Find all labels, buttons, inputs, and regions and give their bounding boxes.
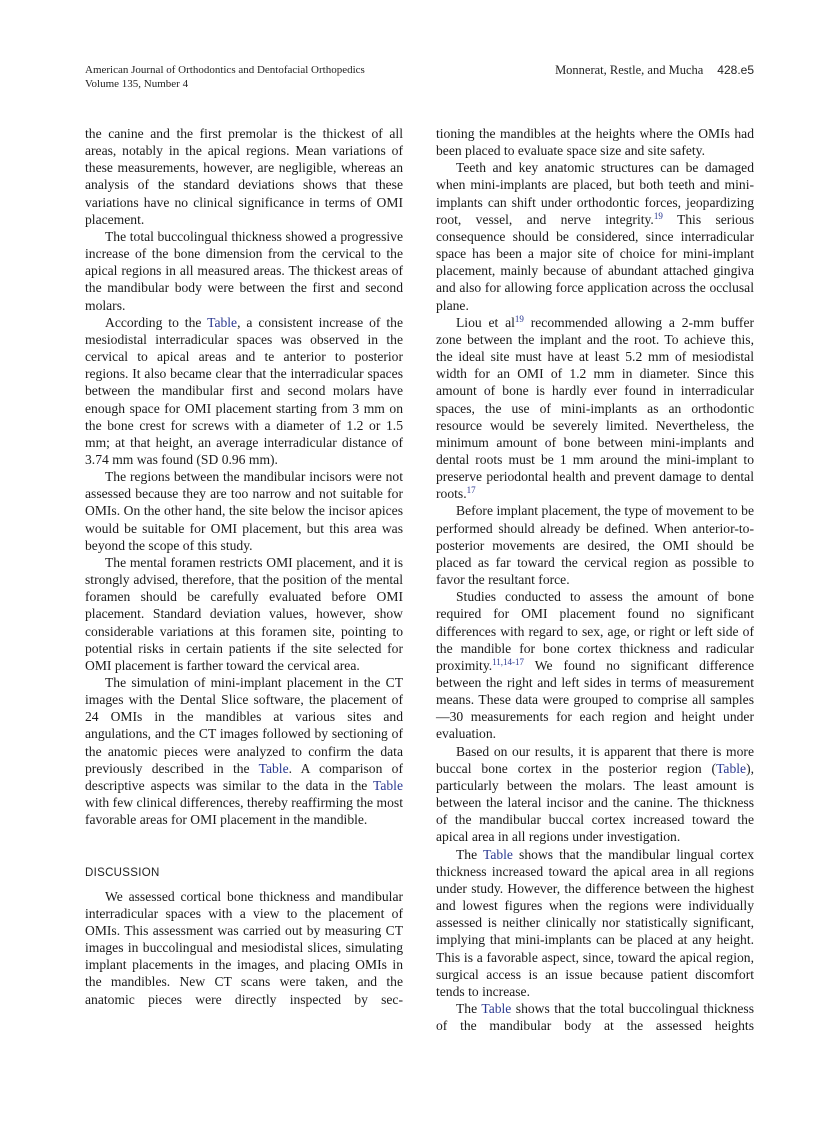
body-paragraph [85, 125, 403, 228]
text-run: The [456, 846, 483, 862]
text-run: Before implant placement, the type of movement to be performed should already be defined. When anterior-to-posterior movements are desired, the OMI should be placed as far toward the cervical region as possible to favor the resultant force. [436, 503, 754, 588]
body-paragraph [85, 314, 403, 468]
body-paragraph [85, 888, 403, 1008]
text-run: Based on our results, it is apparent that there is more buccal bone cortex in the posterior region ( [436, 743, 754, 776]
body-paragraph [85, 468, 403, 554]
body-paragraph [436, 588, 754, 742]
page-number: 428.e5 [717, 63, 754, 77]
citation-superscript[interactable]: 11,14-17 [492, 656, 525, 667]
text-run: with few clinical differences, thereby reaffirming the most favorable areas for OMI placement in the mandible. [85, 795, 403, 828]
text-run: The regions between the mandibular incisors were not assessed because they are too narrow and not suitable for OMIs. On the other hand, the site below the incisor apices would be suitable for OMI placement, but this area was beyond the scope of this study. [85, 469, 403, 553]
running-header-right [555, 63, 754, 77]
body-paragraph [436, 846, 754, 1000]
body-paragraph [85, 228, 403, 314]
body-paragraph [85, 554, 403, 674]
left-column [85, 125, 403, 1008]
text-run: . A comparison of descriptive aspects was similar to the data in the [85, 760, 403, 793]
paragraphs-after [85, 888, 403, 1008]
body-paragraph [436, 314, 754, 503]
body-paragraph [85, 674, 403, 828]
text-run: ), particularly between the molars. The least amount is between the lateral incisor and the canine. The thickness of the mandibular buccal cortex increased toward the apical area in all regions under investigation. [436, 760, 754, 845]
body-paragraph [436, 743, 754, 846]
text-run: shows that the mandibular lingual cortex thickness increased toward the apical area in all regions under study. However, the difference between the highest and lowest figures when the regions were individually assessed is neither clinically nor statistically significant, implying that mini-implants can be placed at any height. This is a favorable aspect, since, toward the apical region, surgical access is an issue because patient discomfort tends to increase. [436, 846, 754, 999]
text-run: Liou et al [456, 314, 515, 330]
text-run: The [456, 1000, 482, 1016]
text-run: The total buccolingual thickness showed a progressive increase of the bone dimension from the cervical to the apical regions in all measured areas. The thickest areas of the mandibular body were between the first and second molars. [85, 228, 403, 313]
text-run: tioning the mandibles at the heights where the OMIs had been placed to evaluate space size and site safety. [436, 126, 754, 159]
text-run: Teeth and key anatomic structures can be damaged when mini-implants are placed, but both teeth and mini-implants can shift under orthodontic forces, jeopardizing root, vessel, and nerve integrity. [436, 160, 754, 227]
text-run: the canine and the first premolar is the thickest of all areas, notably in the apical regions. Mean variations of these measurements, however, are negligible, whereas an analysis of the standard deviations shows that these variations have no clinical significance in terms of OMI placement. [85, 126, 403, 227]
citation-superscript[interactable]: 19 [653, 210, 663, 221]
table-link[interactable]: Table [258, 760, 289, 776]
table-link[interactable]: Table [207, 314, 238, 330]
paragraphs [436, 125, 754, 1034]
text-run: We found no significant difference between the right and left sides in terms of measurement means. These data were grouped to comprise all samples—30 measurements for each region and height under evaluation. [436, 657, 754, 742]
body-paragraph [436, 159, 754, 313]
table-link[interactable]: Table [481, 1000, 512, 1016]
text-run: , a consistent increase of the mesiodistal interradicular spaces was observed in the cervical to apical areas and te anterior to posterior regions. It also became clear that the interradicular spaces between the mandibular first and second molars have enough space for OMI placement starting from 3 mm on the bone crest for screws with a diameter of 1.2 or 1.5 mm; at that height, an average interradicular distance of 3.74 mm was found (SD 0.96 mm). [85, 314, 403, 467]
table-link[interactable]: Table [482, 846, 513, 862]
body-paragraph [436, 125, 754, 159]
section-heading-discussion: DISCUSSION [85, 867, 160, 880]
text-run: We assessed cortical bone thickness and mandibular interradicular spaces with a view to the placement of OMIs. This assessment was carried out by measuring CT images in buccolingual and mesiodistal slices, simulating implant placements in the images, and placing OMIs in the mandibles. New CT scans were taken, and the anatomic pieces were directly inspected by sec- [85, 888, 403, 1007]
journal-volume: Volume 135, Number 4 [85, 78, 189, 90]
paragraphs-before [85, 125, 403, 828]
text-run: According to the [105, 314, 208, 330]
authors: Monnerat, Restle, and Mucha [555, 63, 704, 77]
text-run: The simulation of mini-implant placement in the CT images with the Dental Slice software, the placement of 24 OMIs in the mandibles at various sites and angulations, and the CT images followed by sectioning of the anatomic pieces were analyzed to confirm the data previously described in the [85, 675, 403, 776]
citation-superscript[interactable]: 19 [514, 313, 524, 324]
body-paragraph [436, 502, 754, 588]
text-run: recommended allowing a 2-mm buffer zone between the implant and the root. To achieve this, the ideal site must have at least 5.2 mm of mesiodistal width for an OMI of 1.2 mm in diameter. Since this amount of bone is hardly ever found in interradicular spaces, the use of mini-implants as an orthodontic resource would be severely limited. Nevertheless, the minimum amount of bone between mini-implants and dental roots must be 1 mm around the mini-implant to preserve periodontal health and prevent damage to dental roots. [436, 314, 755, 502]
table-link[interactable]: Table [373, 777, 403, 793]
text-run: Studies conducted to assess the amount of bone required for OMI placement found no significant differences with regard to sex, age, or right or left side of the mandible for bone cortex thickness and radicular proximity. [436, 589, 754, 673]
text-run: shows that the total buccolingual thickness of the mandibular body at the assessed heights [436, 1000, 754, 1034]
citation-superscript[interactable]: 17 [466, 485, 476, 496]
right-column [436, 125, 754, 1034]
journal-title: American Journal of Orthodontics and Dentofacial Orthopedics [85, 64, 365, 76]
table-link[interactable]: Table [716, 760, 747, 776]
running-header-left [85, 63, 365, 91]
text-run: The mental foramen restricts OMI placement, and it is strongly advised, therefore, that the position of the mental foramen should be carefully evaluated before OMI placement. Standard deviation values, however, show considerable variations at this foramen site, pointing to potential risks in certain patients if the site selected for OMI placement is farther toward the cervical area. [85, 554, 403, 673]
text-run: This serious consequence should be considered, since interradicular space has been a major site of choice for mini-implant placement, mainly because of abundant attached gingiva and also for allowing force application across the occlusal plane. [436, 211, 754, 313]
body-paragraph [436, 1000, 754, 1034]
